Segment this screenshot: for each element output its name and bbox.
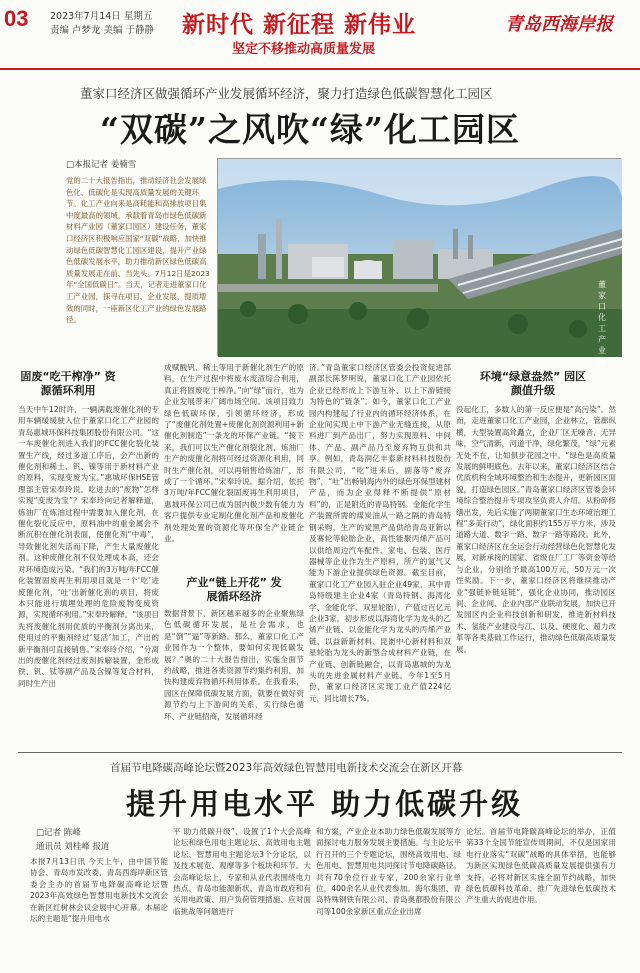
article2-byline-reporter: □记者 陈峰 [36,828,81,838]
article2-column-2: 平 助力低碳升级”，设置了1个大会高峰论坛和绿色用电主题论坛、高效用电主题论坛、智慧用电主题论坛3个分论坛，以及技术展览、观摩等多个板块和环节。大会高峰论坛上，专家和从业代表围绕电力热点、青岛市能源新状、青岛市政府和有关用电政策、用户负荷管理措施、应对面临挑战等问题进行 [173,827,311,916]
editors-line: 责编 卢梦龙 美编 于静静 [50,25,155,36]
article1-column-2: 成赋酸钒、稀土等用于新催化剂生产的原料，在生产过程中将废水废渣综合利用，真正将固废吃干榨净。”向“绿”而行，也为企业发展带来广阔市场空间。该项目致力绿色低碳环保，引领循环经济，形成了“废催化剂处置+废催化剂资源利用+新催化剂制造”一条龙的环保产业链。“接下来，我们可以生产催化剂裂化剂，炼油厂生产的废催化剂将可经过资源化利用，同时生产催化剂，可以再销售给炼油厂，形成了一个循环。”宋奉玲说。据介绍，依托3万吨/年FCC催化裂固废再生利用项目，惠城环保公司已成为国内极少数有能力为客户提供专业定制化催化剂产品和废催化剂处理处置的资源化等环保全产业链企业。 [164,363,304,544]
photo-illustration [218,159,622,357]
article1-column-1: 当天中午12时许，一辆满载废催化剂的专用车辆缓缓驶入位于董家口化工产业园的青岛惠城环保科技集团股份有限公司。“这一车废催化剂进入我们的FCC催化裂化装置生产线，经过多道工序后，会产出新的催化剂和稀土、钒、镍等用于新材料产业的原料，实现变废为宝。”惠城环保HSE管理部主管宋奉玲说。吃进去的“废物”怎样实现“变废为宝”？宋奉玲向记者解释道，炼油厂在炼油过程中需要加入催化剂，在催化裂化反应中，原料油中的重金属会不断沉积在催化剂表面，使催化剂“中毒”，导致催化剂失活而下降，产生大量废催化剂。这种废催化剂不仅处理成本高，还会对环境造成污染。“我们的3万吨/年FCC催化装置固废再生利用项目就是一个‘吃’进废催化剂，‘吐’出新催化剂的项目，将废本只能进行填埋处理的危险废物变废资源，实现循环利用。”宋奉玲解释。“该项目先将废催化剂用优质的平衡剂分离出来，使用过的平衡剂经过‘复活’加工，产出的新平衡剂可直接销售。”宋奉玲介绍，“分离出的废催化剂经过废剂拆解装置，金形成铁、钒、钛等副产品及含镍等复合材料，同时生产出 [18,405,159,688]
article1-title: “双碳”之风吹“绿”化工园区 [100,110,520,149]
subhead-solid-waste: 固废“吃干榨净” 资源循环利用 [20,370,116,397]
issue-date: 2023年7月14日 星期五 [50,11,153,22]
subhead-environment: 环境“绿意盎然” 园区颜值升级 [479,370,587,397]
page-number: 03 [4,6,29,31]
masthead [0,0,640,70]
article2-column-3: 和方案，产业企业本助力绿色低碳发展等方面探讨电力服务发展主要措施。与主论坛平行召开的三个专题论坛，围绕高效用电、绿色用电、智慧用电共同探讨节电降碳路径。共有70余位行业专家，200余家行业单位，400余名从业代表参加。海尔集团、青岛特殊钢铁有限公司、青岛奥都股份有限公司等100余家新区重点企业出席 [316,827,461,916]
article2-title: 提升用电水平 助力低碳升级 [126,787,524,821]
industrial-park-photo [217,158,621,366]
page-slogan: 新时代 新征程 新伟业 [182,11,417,38]
article2-byline-correspondent: 通讯员 刘桂峰 报道 [36,842,110,852]
article2-column-4: 论坛。首届节电降碳高峰论坛的举办，正值第33个全国节能宣传周期间，不仅是国家用电行业落实“双碳”战略的具体举措，也能够为新区实现绿色低碳高质量发展提供强有力支持，必将对新区实施全面节约战略，加快绿色低碳科技革命、推广先进绿色低碳技术产生重大的促进作用。 [466,827,616,905]
newspaper-logo: 青岛西海岸报 [505,14,613,35]
article1-column-4: 济。”青岛董家口经济区管委会投资促进部副部长陈梦明说，董家口化工产业园依托企业已经形成上下游互补、以上下游链接为特色的“链条”。如今，董家口化工产业园内构建起了行业内的循环经济体系，在企业间实现上中下游产业无缝连接，从原料进厂到产品出厂，努力实现原料、中间体、产品、副产品乃至废弃物互供和共享。例如，青岛润亿丰泰新材料科技股份有限公司，“吃”进来后，副落等“废弃物”，“吐”出畅销海内外的绿色环保型建材产品，而为企业得释不断提供“原材料”的，正是附近的青岛特钢。金能化学生产装置所需的煤炭油从一路之隔的青岛特钢采购，生产的炭黑产品供给青岛亚新以及赛轮等轮胎企业，高性能聚丙烯产品可以供给周边汽车配件、家电、包装、医疗器械等企业作为生产原料，所产的氢气又能为下游企业提供绿色资源。截至目前，董家口化工产业园入驻企业49家，其中青岛特级建主企业4家（青岛特钢、海湾化学、金能化学、双星轮胎），产值过百亿元企业3家，初步形成以海湾化学为龙头的乙烯产业链、以金能化学为龙头的丙烯产业链、以益新新材料、昆嵛中心新材料和双星轮胎为龙头的新型合成材料产业链，在产业链、创新链融合，以青岛惠城的为龙头的先进金属材料产业链。今年1至5月份，董家口经济区实现工业产值224亿元，同比增长7%。 [309,363,451,703]
article2-column-1: 本报7月13日讯 今天上午，由中国节能协会、青岛市发改委、青岛西海岸新区管委会主办的首届节电降碳高峰论坛暨2023年高效绿色智慧用电新技术交流会在新区红树林会议会展中心开幕。本届论坛的主题是“提升用电水 [30,857,168,924]
article1-kicker: 董家口经济区做强循环产业发展循环经济，聚力打造绿色低碳智慧化工园区 [80,86,493,101]
article1-column-5: 没起化工，多数人的第一反应便是“高污染”。然而，走进董家口化工产业园，企业林立，管廊纵横，大型装置高耸矗立，企业厂区无噪音、无异味，空气清新，河道干净，绿化繁茂，“绿”元素无处不在，让如俱步花园之中。“绿色是高质量发展的鲜明底色。去年以来，董家口经济区结合优质机构全域环境整治和生态提升，更新园区面貌，打造绿色园区。”青岛董家口经济区管委会环境综合整治提升专项攻坚负责人介绍。从粉碎修缮出发，先后实施了两期董家口生态环境治理工程“多美行动”，绿化面积约155万平方米，涉及道路大道、数字一路、数字一路等路段。此外，董家口经济区在全运会行动经营绿色化智慧化发展，对新承接的国家、省级在厂工厂等资金等给与企业，分别给予最高100万元，50万元一次性奖励。下一步，董家口经济区将继续推动产业“强链补链延链”，强化企业协同，推动园区间、企业间、企业内部产业联动发展，加快已开发园区内企业科技创新和研发，推进新材料技术、氢能产业建设与江、以及、硬度化、超力改革等各类基础工作运行，推动绿色低碳高质量发展。 [456,405,616,654]
page-slogan-sub: 坚定不移推动高质量发展 [232,42,376,57]
subhead-industry-chain: 产业“链上开花” 发展循环经济 [186,576,282,603]
article-separator [18,752,622,753]
article1-column-3: 数据背景下，新区越来越多的企业聚焦绿色低碳循环发展，是社会需求，也是“倒”“逼”等新路。那么，董家口化工产业园作为一个整体，要如何实现低碳发展？“奥的二十大报告指出，实施全面节约战略，推进各类资源节约集约利用，加快构建废弃物循环利用体系。在我看来，园区在保障低碳发展方面，就要在做好资源节约与上下游间的关系，实行绿色循环、产业链招商，发展循环经 [164,609,304,721]
article1-byline: □本报记者 姜楠雪 [66,160,137,170]
photo-caption: 董家口化工产业园 [598,280,606,366]
article1-lead: 党的二十大报告指出，推动经济社会发展绿色化、低碳化是实现高质量发展的关键环节。化工产业向来是高耗能和高排放项目集中度最高的领域，承载着青岛市绿色低碳新材料产业园（董家口园区）建设任务，董家口经济区积极响应国家“双碳”战略，加快推动绿色低碳智慧化工园区建设，提升产业绿色低碳发展水平，助力推动新区绿色低碳高质量发展走在前、当先头。7月12日是2023年“全国低碳日”。当天，记者走进董家口化工产业园，探寻在项目、企业发展、提质增效的同时，一座新区化工产业的绿色发展路径。 [66,176,210,325]
article2-kicker: 首届节电降碳高峰论坛暨2023年高效绿色智慧用电新技术交流会在新区开幕 [110,762,463,774]
